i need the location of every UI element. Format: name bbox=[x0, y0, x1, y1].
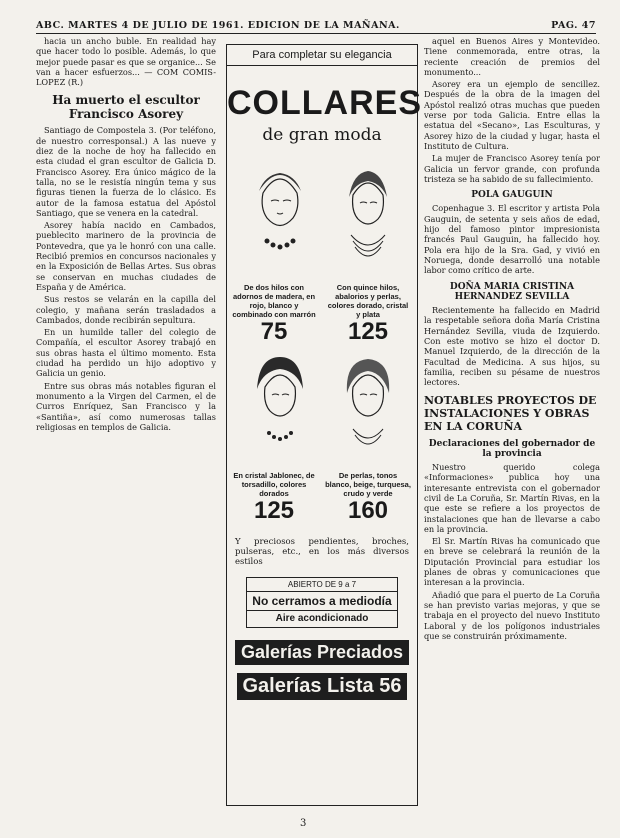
model-illustration-1 bbox=[245, 163, 315, 273]
model-illustration-2 bbox=[333, 163, 403, 273]
right-paragraph: La mujer de Francisco Asorey tenía por Galicia un fervor grande, con profunda tristeza se ha sabido de su fallecimiento. bbox=[424, 153, 600, 184]
left-paragraph: En un humilde taller del colegio de Compañía, el escultor Asorey trabajó en sus obras hasta el último momento. Esta ciudad ha perdido un hijo adoptivo y Galicia un genio. bbox=[36, 327, 216, 379]
pola-gauguin-heading: POLA GAUGUIN bbox=[471, 190, 553, 201]
left-intro: hacia un ancho buble. En realidad hay que hacer todo lo posible. Además, lo que mejor puede pasar es que se organice... Se van a hacer esfuerzos... — COM COMIS-LOPEZ (R.) bbox=[36, 36, 216, 88]
right-paragraph: aquel en Buenos Aires y Montevideo. Tiene conmemorada, entre otras, la reciente creación de premios del monumento... bbox=[424, 36, 600, 77]
offer-4-desc: De perlas, tonos blanco, beige, turquesa, crudo y verde bbox=[325, 471, 411, 498]
right-paragraph: Asorey era un ejemplo de sencillez. Después de la obra de la imagen del Apóstol realizó otras muchas que pueden verse por toda Galicia. Entre ellas la estatua del «Secano», Las Esculturas, y Asorey hizo de la ciudad y lugar, hasta el Instituto de Cultura. bbox=[424, 79, 600, 151]
maria-cristina-heading: DOÑA MARIA CRISTINA HERNANDEZ SEVILLA bbox=[449, 281, 575, 302]
store-brands bbox=[227, 636, 417, 704]
left-paragraph: Asorey había nacido en Cambados, pueblecito marinero de la provincia de Pontevedra, que ya le honró con una calle. Recibió premios en concursos nacionales y en la Exposición de Bellas Artes. Sus obras se conservan en muchas ciudades de España y de América. bbox=[36, 220, 216, 292]
offer-3-price: 125 bbox=[253, 497, 295, 524]
brand-galerias-lista: Galerías Lista 56 bbox=[237, 673, 408, 700]
right-column bbox=[424, 36, 600, 836]
ad-subtitle: de gran moda bbox=[262, 125, 382, 145]
necklace-advertisement bbox=[226, 44, 422, 806]
maria-cristina-text: Recientemente ha fallecido en Madrid la respetable señora doña María Cristina Hernández Sevilla, viuda de Izquierdo. Con este motivo se hizo el doctor D. Manuel Izquierdo, de la dirección de la Facultad de Medicina. A sus hijos, su familia, reciben su pésame de nuestros lectores. bbox=[424, 305, 600, 388]
brand-galerias-preciados: Galerías Preciados bbox=[235, 640, 409, 665]
ad-note: Y preciosos pendientes, broches, pulseras, etc., en los más diversos estilos bbox=[235, 537, 409, 567]
offer-2-price: 125 bbox=[347, 318, 389, 345]
hours-midday: No cerramos a mediodía bbox=[252, 594, 392, 608]
offer-1-desc: De dos hilos con adornos de madera, en rojo, blanco y combinado con marrón bbox=[232, 283, 316, 319]
left-paragraph: Entre sus obras más notables figuran el monumento a la Virgen del Carmen, el de Curros Enríquez, San Francisco y la «Santiña», así como numerosas tallas religiosas en templos de Galicia. bbox=[36, 380, 216, 432]
model-illustration-3 bbox=[245, 353, 315, 463]
store-hours bbox=[246, 577, 398, 628]
notable-paragraph: Añadió que para el puerto de La Coruña se han previsto varias mejoras, y que se trabaja en el proyecto del nuevo Instituto Laboral y de los polígonos industriales que se construirán próximamente. bbox=[424, 589, 600, 641]
offer-4-price: 160 bbox=[347, 497, 389, 524]
hours-open: ABIERTO DE 9 a 7 bbox=[247, 578, 397, 592]
left-headline: Ha muerto el escultor Francisco Asorey bbox=[52, 93, 200, 122]
ad-models bbox=[227, 153, 417, 533]
ad-tagline: Para completar su elegancia bbox=[227, 45, 417, 66]
offer-1 bbox=[231, 283, 317, 345]
notable-projects-subhead: Declaraciones del gobernador de la provincia bbox=[428, 438, 596, 459]
pola-gauguin-text: Copenhague 3. El escritor y artista Pola Gauguin, de setenta y seis años de edad, hijo del famoso pintor impresionista francés Paul Gauguin, ha fallecido hoy. Pola era hijo de la Sra. Gad, y vivió en Noruega, donde desarrolló una notable labor como crítico de arte. bbox=[424, 203, 600, 276]
ad-title: COLLARES bbox=[227, 84, 422, 122]
left-paragraph: Santiago de Compostela 3. (Por teléfono, de nuestro corresponsal.) A las nueve y diez de la noche de hoy ha fallecido en esta ciudad el gran escultor de Galicia D. Francisco Asorey. Era único mágico de la talla, no se le resistía ningún tema y sus figuras tienen la fuerza de lo clásico. Es autor de la famosa estatua del Apóstol Santiago, que se venera en la catedral. bbox=[36, 125, 216, 218]
notable-projects-headline: NOTABLES PROYECTOS DE INSTALACIONES Y OBRAS EN LA CORUÑA bbox=[424, 393, 597, 433]
page-footer-mark: 3 bbox=[300, 818, 307, 829]
offer-2 bbox=[325, 283, 411, 345]
header-page-number: PAG. 47 bbox=[551, 20, 596, 31]
notable-paragraph: Nuestro querido colega «Informaciones» publica hoy una interesante entrevista con el gobernador civil de La Coruña, Sr. Martín Rivas, en la que este se refiere a los proyectos de instalaciones que han de llevarse a cabo en la provincia. bbox=[424, 462, 600, 534]
header-left: ABC. MARTES 4 DE JULIO DE 1961. EDICION DE LA MAÑANA. bbox=[36, 20, 400, 31]
offer-1-price: 75 bbox=[260, 318, 288, 345]
offer-4 bbox=[325, 471, 411, 524]
offer-3 bbox=[231, 471, 317, 524]
hours-air: Aire acondicionado bbox=[247, 610, 397, 627]
notable-paragraph: El Sr. Martín Rivas ha comunicado que en breve se celebrará la reunión de la Diputación Provincial para estudiar los planes de obras y comunicaciones que interesan a la provincia. bbox=[424, 536, 600, 588]
offer-2-desc: Con quince hilos, abalorios y perlas, colores dorado, cristal y plata bbox=[327, 283, 409, 319]
offer-3-desc: En cristal Jablonec, de torsadillo, colores dorados bbox=[233, 471, 315, 498]
left-paragraph: Sus restos se velarán en la capilla del colegio, y mañana serán trasladados a Cambados, donde recibirán sepultura. bbox=[36, 294, 216, 325]
page-header bbox=[36, 8, 596, 34]
left-column bbox=[36, 36, 216, 836]
model-illustration-4 bbox=[333, 353, 403, 463]
